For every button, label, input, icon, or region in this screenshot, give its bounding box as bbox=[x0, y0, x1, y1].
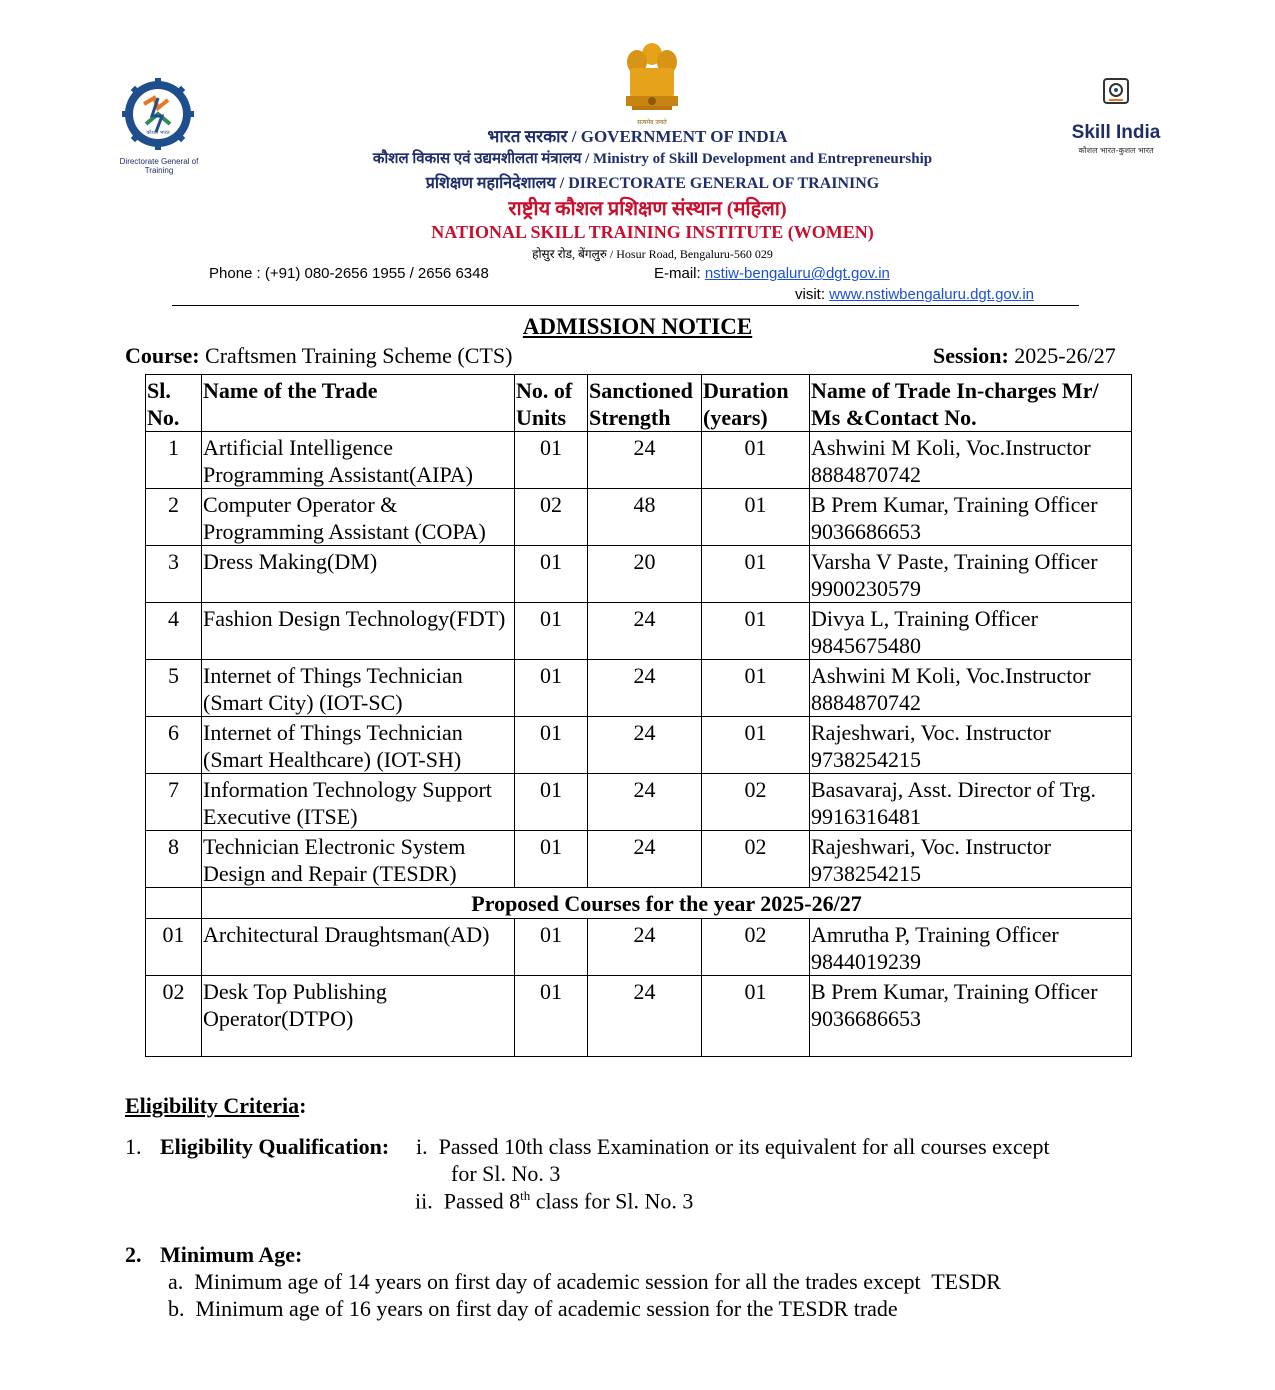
incharge-phone: 8884870742 bbox=[811, 462, 921, 487]
table-row bbox=[146, 546, 1132, 603]
ashoka-lion-emblem-icon bbox=[622, 40, 682, 132]
cell-trade-name: Desk Top Publishing Operator(DTPO) bbox=[202, 976, 515, 1057]
cell-incharge bbox=[810, 432, 1132, 489]
eligibility-item-2-b: b. Minimum age of 16 years on first day of academic session for the TESDR trade bbox=[168, 1296, 898, 1321]
cell-sl-no: 4 bbox=[146, 603, 202, 660]
incharge-name: Rajeshwari, Voc. Instructor bbox=[811, 834, 1051, 859]
cell-units: 02 bbox=[515, 489, 588, 546]
cell-duration: 02 bbox=[702, 774, 810, 831]
eligibility-item-2-label: Minimum Age: bbox=[160, 1242, 303, 1267]
eligibility-heading-row bbox=[125, 1093, 306, 1119]
incharge-name: Ashwini M Koli, Voc.Instructor bbox=[811, 435, 1091, 460]
table-row bbox=[146, 603, 1132, 660]
header-sl-no: Sl. No. bbox=[146, 375, 202, 432]
cell-duration: 01 bbox=[702, 489, 810, 546]
table-row bbox=[146, 660, 1132, 717]
incharge-name: Rajeshwari, Voc. Instructor bbox=[811, 720, 1051, 745]
eligibility-item-2-number: 2. bbox=[125, 1242, 142, 1267]
contact-email-row bbox=[654, 265, 890, 282]
cell-units: 01 bbox=[515, 774, 588, 831]
cell-incharge bbox=[810, 717, 1132, 774]
incharge-phone: 9845675480 bbox=[811, 633, 921, 658]
skill-india-tagline: कौशल भारत-कुशल भारत bbox=[1078, 146, 1154, 155]
cell-strength: 24 bbox=[588, 919, 702, 976]
incharge-name: Basavaraj, Asst. Director of Trg. bbox=[811, 777, 1096, 802]
incharge-name: B Prem Kumar, Training Officer bbox=[811, 492, 1098, 517]
cell-trade-name: Internet of Things Technician (Smart Healthcare) (IOT-SH) bbox=[202, 717, 515, 774]
national-emblem bbox=[622, 40, 682, 136]
table-row bbox=[146, 432, 1132, 489]
table-row bbox=[146, 489, 1132, 546]
incharge-phone: 9036686653 bbox=[811, 1006, 921, 1031]
incharge-name: Ashwini M Koli, Voc.Instructor bbox=[811, 663, 1091, 688]
website-label: visit: bbox=[795, 286, 825, 303]
incharge-phone: 9916316481 bbox=[811, 804, 921, 829]
cell-incharge bbox=[810, 919, 1132, 976]
svg-text:कौशल भारत: कौशल भारत bbox=[146, 130, 170, 136]
cell-sl-no: 02 bbox=[146, 976, 202, 1057]
table-row bbox=[146, 774, 1132, 831]
dgt-logo-caption: Directorate General of Training bbox=[119, 157, 199, 175]
cell-sl-no: 6 bbox=[146, 717, 202, 774]
trades-table bbox=[145, 374, 1132, 1057]
website-link[interactable]: www.nstiwbengaluru.dgt.gov.in bbox=[829, 286, 1035, 303]
svg-text:सत्यमेव जयते: सत्यमेव जयते bbox=[637, 119, 667, 126]
eligibility-heading-colon: : bbox=[299, 1093, 307, 1118]
cell-units: 01 bbox=[515, 831, 588, 888]
eligibility-item-1-ii bbox=[415, 1188, 693, 1214]
incharge-name: Divya L, Training Officer bbox=[811, 606, 1038, 631]
course-label: Course: bbox=[125, 343, 200, 368]
cell-strength: 24 bbox=[588, 603, 702, 660]
cell-sl-no: 5 bbox=[146, 660, 202, 717]
cell-incharge bbox=[810, 774, 1132, 831]
cell-sl-no: 7 bbox=[146, 774, 202, 831]
cell-units: 01 bbox=[515, 717, 588, 774]
cell-trade-name: Architectural Draughtsman(AD) bbox=[202, 919, 515, 976]
incharge-name: Amrutha P, Training Officer bbox=[811, 922, 1059, 947]
incharge-phone: 9900230579 bbox=[811, 576, 921, 601]
eligibility-item-1-i: i. Passed 10th class Examination or its equivalent for all courses except bbox=[416, 1134, 1050, 1159]
header-incharge: Name of Trade In-charges Mr/ Ms &Contact No. bbox=[810, 375, 1132, 432]
email-label: E-mail: bbox=[654, 265, 701, 282]
notice-title: ADMISSION NOTICE bbox=[522, 314, 753, 339]
cell-strength: 48 bbox=[588, 489, 702, 546]
header-address: होसुर रोड, बेंगलुरु / Hosur Road, Bengaluru-560 029 bbox=[532, 247, 773, 261]
skill-india-cog-icon bbox=[1101, 76, 1131, 106]
cell-units: 01 bbox=[515, 976, 588, 1057]
cell-sl-no: 2 bbox=[146, 489, 202, 546]
incharge-phone: 9844019239 bbox=[811, 949, 921, 974]
header-institute-english: NATIONAL SKILL TRAINING INSTITUTE (WOMEN) bbox=[431, 222, 874, 242]
cell-trade-name: Information Technology Support Executive (ITSE) bbox=[202, 774, 515, 831]
cell-trade-name: Computer Operator & Programming Assistant (COPA) bbox=[202, 489, 515, 546]
cell-units: 01 bbox=[515, 546, 588, 603]
cell-strength: 24 bbox=[588, 976, 702, 1057]
cell-trade-name: Fashion Design Technology(FDT) bbox=[202, 603, 515, 660]
header-strength: Sanctioned Strength bbox=[588, 375, 702, 432]
cell-sl-no: 3 bbox=[146, 546, 202, 603]
cell-incharge bbox=[810, 489, 1132, 546]
eligibility-item-1-ii-post: class for Sl. No. 3 bbox=[530, 1188, 694, 1214]
cell-sl-no: 8 bbox=[146, 831, 202, 888]
header-institute-hindi: राष्ट्रीय कौशल प्रशिक्षण संस्थान (महिला) bbox=[508, 198, 787, 220]
course-value: Craftsmen Training Scheme (CTS) bbox=[205, 343, 513, 368]
incharge-name: B Prem Kumar, Training Officer bbox=[811, 979, 1098, 1004]
email-link[interactable]: nstiw-bengaluru@dgt.gov.in bbox=[704, 265, 890, 282]
cell-trade-name: Technician Electronic System Design and Repair (TESDR) bbox=[202, 831, 515, 888]
cell-duration: 01 bbox=[702, 717, 810, 774]
cell-duration: 01 bbox=[702, 976, 810, 1057]
proposed-blank-cell bbox=[146, 888, 202, 919]
cell-strength: 24 bbox=[588, 831, 702, 888]
header-trade: Name of the Trade bbox=[202, 375, 515, 432]
eligibility-item-1-ii-pre: ii. Passed 8 bbox=[415, 1188, 521, 1214]
cell-duration: 01 bbox=[702, 660, 810, 717]
incharge-phone: 9036686653 bbox=[811, 519, 921, 544]
header-duration: Duration (years) bbox=[702, 375, 810, 432]
header-directorate: प्रशिक्षण महानिदेशालय / DIRECTORATE GENERAL OF TRAINING bbox=[425, 175, 880, 192]
contact-phone: Phone : (+91) 080-2656 1955 / 2656 6348 bbox=[209, 265, 489, 282]
cell-trade-name: Artificial Intelligence Programming Assistant(AIPA) bbox=[202, 432, 515, 489]
cell-duration: 02 bbox=[702, 919, 810, 976]
cell-incharge bbox=[810, 660, 1132, 717]
table-header-row bbox=[146, 375, 1132, 432]
cell-strength: 24 bbox=[588, 717, 702, 774]
eligibility-heading: Eligibility Criteria bbox=[125, 1093, 300, 1118]
skill-india-wordmark: Skill India bbox=[1071, 122, 1161, 143]
incharge-name: Varsha V Paste, Training Officer bbox=[811, 549, 1098, 574]
cell-strength: 20 bbox=[588, 546, 702, 603]
eligibility-item-1-label: Eligibility Qualification: bbox=[160, 1134, 390, 1159]
header-ministry: कौशल विकास एवं उद्यमशीलता मंत्रालय / Ministry of Skill Development and Entrepreneurship bbox=[372, 151, 933, 167]
table-row bbox=[146, 976, 1132, 1057]
session-value: 2025-26/27 bbox=[1014, 343, 1116, 368]
cell-incharge bbox=[810, 546, 1132, 603]
header-units: No. of Units bbox=[515, 375, 588, 432]
header-divider bbox=[172, 305, 1079, 306]
header-government: भारत सरकार / GOVERNMENT OF INDIA bbox=[487, 127, 788, 146]
cell-trade-name: Internet of Things Technician (Smart City) (IOT-SC) bbox=[202, 660, 515, 717]
cell-units: 01 bbox=[515, 603, 588, 660]
cell-duration: 01 bbox=[702, 603, 810, 660]
eligibility-item-1-i-cont: for Sl. No. 3 bbox=[451, 1161, 561, 1186]
cell-units: 01 bbox=[515, 660, 588, 717]
cell-strength: 24 bbox=[588, 774, 702, 831]
cell-incharge bbox=[810, 976, 1132, 1057]
cell-incharge bbox=[810, 831, 1132, 888]
cell-duration: 01 bbox=[702, 546, 810, 603]
cell-trade-name: Dress Making(DM) bbox=[202, 546, 515, 603]
cell-sl-no: 01 bbox=[146, 919, 202, 976]
cell-strength: 24 bbox=[588, 660, 702, 717]
proposed-courses-row bbox=[146, 888, 1132, 919]
cell-strength: 24 bbox=[588, 432, 702, 489]
session-line bbox=[933, 343, 1116, 369]
eligibility-item-1-ii-sup: th bbox=[520, 1188, 531, 1203]
incharge-phone: 8884870742 bbox=[811, 690, 921, 715]
cell-incharge bbox=[810, 603, 1132, 660]
contact-website-row bbox=[795, 286, 1034, 303]
eligibility-item-2-a: a. Minimum age of 14 years on first day of academic session for all the trades except TESDR bbox=[168, 1269, 1001, 1294]
proposed-heading: Proposed Courses for the year 2025-26/27 bbox=[202, 888, 1132, 919]
cell-units: 01 bbox=[515, 919, 588, 976]
table-row bbox=[146, 831, 1132, 888]
incharge-phone: 9738254215 bbox=[811, 861, 921, 886]
table-row bbox=[146, 717, 1132, 774]
session-label: Session: bbox=[933, 343, 1009, 368]
incharge-phone: 9738254215 bbox=[811, 747, 921, 772]
eligibility-item-1-number: 1. bbox=[125, 1134, 142, 1159]
cell-sl-no: 1 bbox=[146, 432, 202, 489]
cell-duration: 02 bbox=[702, 831, 810, 888]
course-line bbox=[125, 343, 512, 369]
table-row bbox=[146, 919, 1132, 976]
cell-duration: 01 bbox=[702, 432, 810, 489]
cell-units: 01 bbox=[515, 432, 588, 489]
